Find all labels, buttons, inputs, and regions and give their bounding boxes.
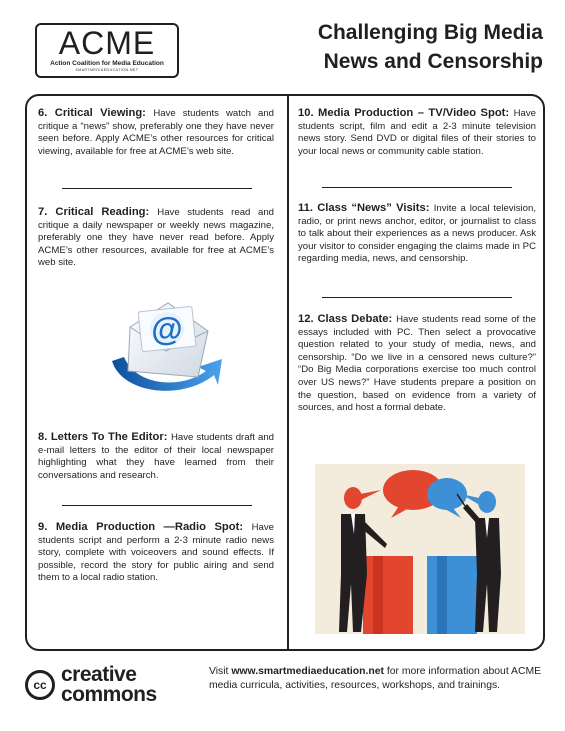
activity-class-news-visits: [298, 202, 536, 266]
activity-tv-video-spot: [298, 107, 536, 158]
debate-illustration: [315, 464, 525, 634]
separator-line: [322, 187, 512, 188]
activity-radio-spot: [38, 521, 274, 585]
activity-letters-to-editor: [38, 431, 274, 482]
activity-heading: 12. Class Debate:: [298, 313, 397, 325]
activity-body: Have students script and perform a 2-3 minute radio news story, complete with voiceovers and sound effects. If possible, record the story for public airing and send them to a local radio station.: [38, 522, 274, 584]
activity-critical-reading: [38, 206, 274, 270]
activity-body: Have students read and critique a daily newspaper or weekly news magazine, preferably one they have never read before. Apply ACME’s other resources, available for free at ACME’s web site.: [38, 207, 274, 269]
activity-body: Have students watch and critique a “news” show, preferably one they have never seen before. Apply ACME’s other resources for critical viewing, available for free at ACME’s web site.: [38, 108, 274, 157]
column-divider: [287, 96, 289, 649]
activity-class-debate: [298, 313, 536, 415]
separator-line: [62, 505, 252, 506]
separator-line: [322, 297, 512, 298]
activity-body: Have students script, film and edit a 2-3 minute television news story. Send DVD or digital files of their stories to your local news or community cable station.: [298, 108, 536, 157]
activity-heading: 6. Critical Viewing:: [38, 107, 154, 119]
cc-icon: cc: [25, 670, 55, 700]
at-symbol: @: [151, 311, 183, 347]
acme-logo: [35, 23, 179, 78]
cc-word-commons: commons: [61, 683, 157, 706]
activity-body: Invite a local television, radio, or print news anchor, editor, or journalist to class to talk about their experiences as a news producer. Ask your visitor to consider engaging the claims made in PC regarding media, news, and censorship.: [298, 203, 536, 265]
activity-heading: 8. Letters To The Editor:: [38, 431, 171, 443]
activity-heading: 10. Media Production – TV/Video Spot:: [298, 107, 514, 119]
podium-red: [363, 556, 413, 634]
logo-subtitle: Action Coalition for Media Education: [50, 60, 164, 67]
activity-heading: 7. Critical Reading:: [38, 206, 158, 218]
content-panel: [25, 94, 545, 651]
title-line-2: News and Censorship: [323, 50, 543, 73]
footer-visit-prefix: Visit: [209, 666, 232, 677]
title-line-1: Challenging Big Media: [317, 21, 543, 44]
footer-info: [209, 665, 544, 692]
page-title: [243, 18, 543, 76]
activity-body: Have students read some of the essays included with PC. Then select a provocative question related to your study of media, news, and censorship. “Do we live in a censored news culture?” “Do Big Media corporations exercise too much control over US news?” Have students prepare a position on the question, based on evidence from a variety of sources, and host a formal debate.: [298, 314, 536, 414]
podium-blue: [427, 556, 477, 634]
activity-heading: 9. Media Production —Radio Spot:: [38, 521, 252, 533]
email-envelope-icon: [102, 289, 222, 401]
footer-visit-suffix: for more information about ACME media curricula, activities, resources, workshops, and trainings.: [209, 666, 542, 691]
activity-heading: 11. Class “News” Visits:: [298, 202, 434, 214]
logo-url: SMARTMEDIAEDUCATION.NET: [75, 68, 139, 72]
logo-name: ACME: [58, 25, 156, 61]
activity-critical-viewing: [38, 107, 274, 158]
separator-line: [62, 188, 252, 189]
cc-word-creative: creative: [61, 663, 137, 686]
activity-body: Have students draft and e-mail letters to the editor of their local newspaper highlighting what they have learned from their conversations and research.: [38, 432, 274, 481]
website-link[interactable]: www.smartmediaeducation.net: [231, 666, 384, 677]
creative-commons-logo: [25, 664, 185, 708]
